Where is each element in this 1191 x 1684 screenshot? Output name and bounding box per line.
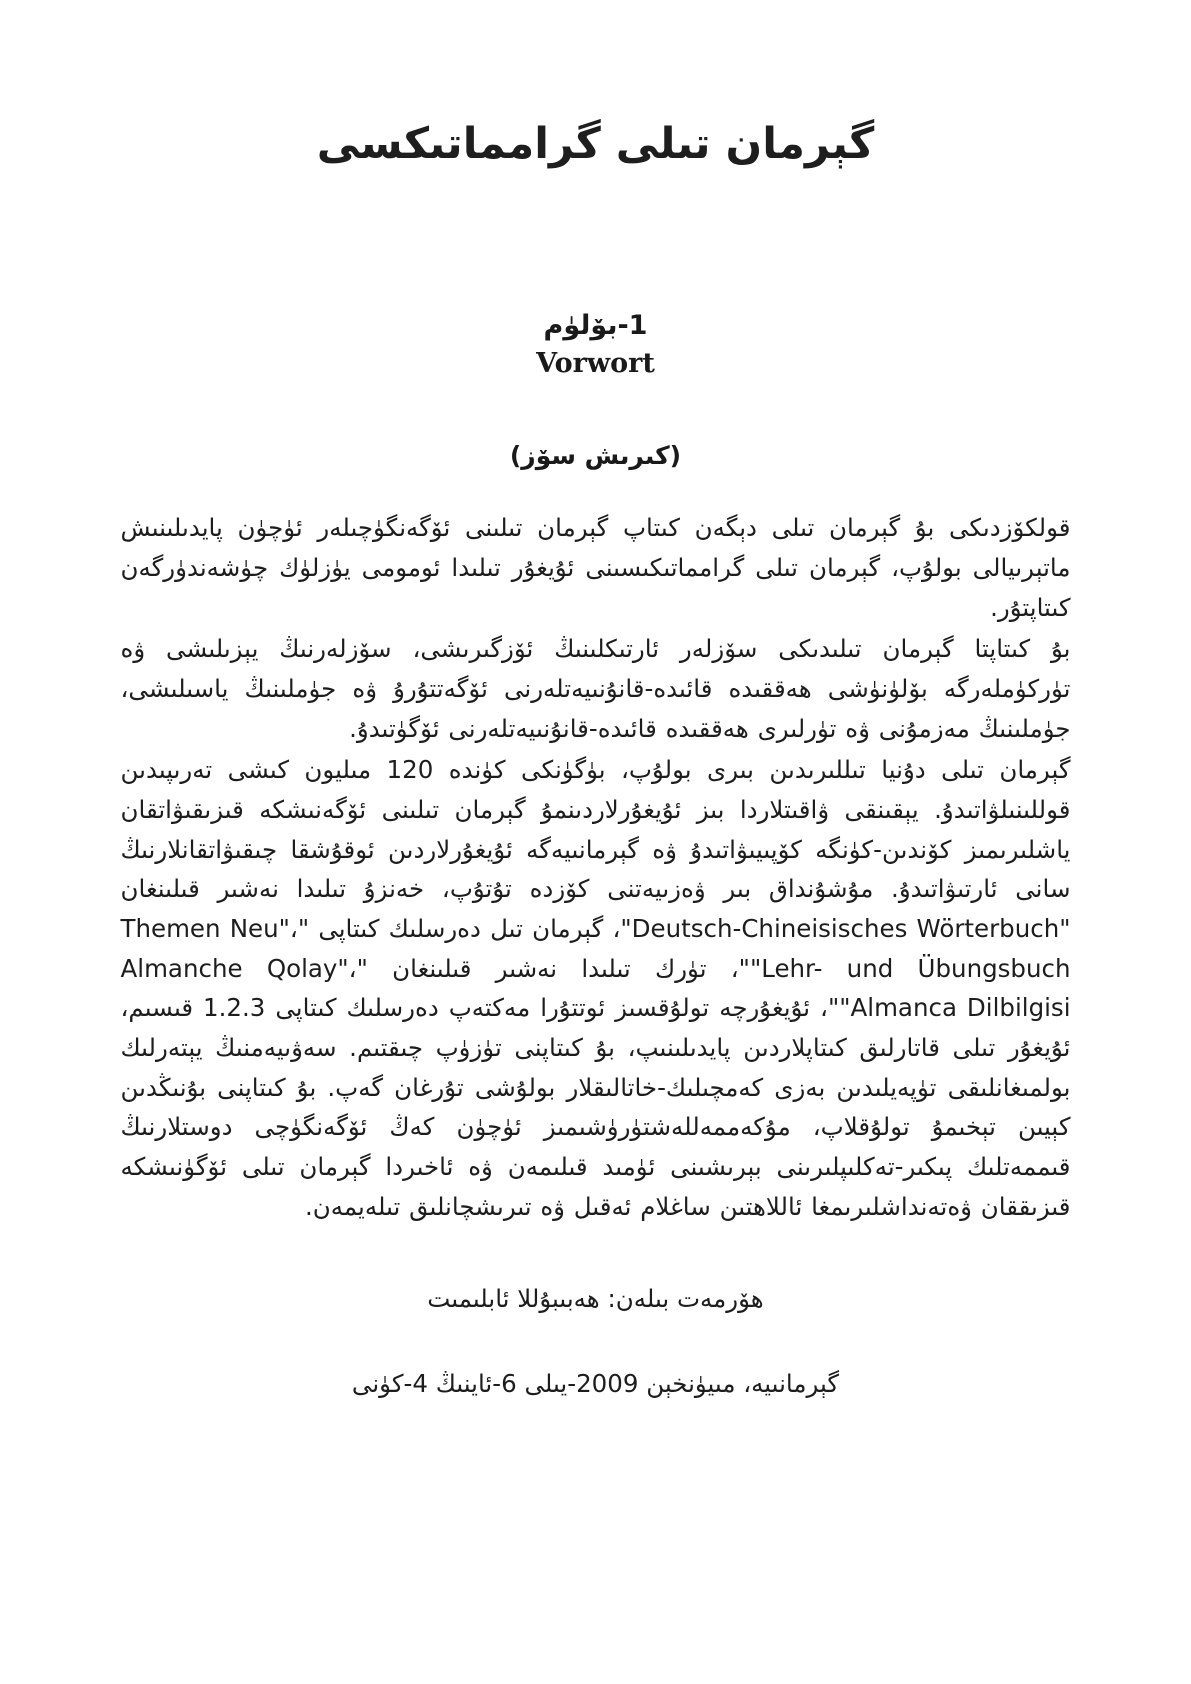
chapter-heading-block [0,310,1191,379]
body-text-container [121,508,1071,1226]
paragraph-intro: قولكۆزدىكى بۇ گېرمان تىلى دېگەن كىتاپ گېرمان تىلىنى ئۆگەنگۈچىلەر ئۈچۈن پايدىلىنىش ماتېرىيالى بولۇپ، گېرمان تىلى گرامماتىكىسىنى ئۇيغۇر تىلىدا ئومومى يۈزلۈك چۈشەندۈرگەن كىتاپتۇر. [120,513,1071,622]
place-and-date: گېرمانىيە، مىيۈنخېن 2009-يىلى 6-ئاينىڭ 4-كۈنى [351,1368,840,1398]
paragraph-sources: گېرمان تىلى دۇنيا تىللىرىدىن بىرى بولۇپ، بۈگۈنكى كۈندە 120 مىليون كىشى تەرىپىدىن قوللىنىلۋاتىدۇ. يېقىنقى ۋاقىتلاردا بىز ئۇيغۇرلاردىنمۇ گېرمان تىلىنى ئۆگەنىشكە قىزىقىۋاتقان ياشلىرىمىز كۆندىن-كۈنگە كۆپىيىۋاتىدۇ ۋە گېرمانىيەگە ئۇيغۇرلاردىن ئوقۇشقا چىقىۋاتقانلارنىڭ سانى ئارتىۋاتىدۇ. مۇشۇنداق بىر ۋەزىيەتنى كۆزدە تۇتۇپ، خەنزۇ تىلىدا نەشىر قىلىنغان "Deutsch-Chineisisches Wörterbuch"، گېرمان تىل دەرسلىك كىتاپى "Themen Neu"، "Lehr- und Übungsbuch"، تۈرك تىلىدا نەشىر قىلىنغان "Almanche Qolay"، "Almanca Dilbilgisi"، ئۇيغۇرچە تولۇقسىز ئوتتۇرا مەكتەپ دەرسلىك كىتاپى 1.2.3 قىسىم، ئۇيغۇر تىلى قاتارلىق كىتاپلاردىن پايدىلىنىپ، بۇ كىتاپنى تۈزۈپ چىقتىم. سەۋىيەمنىڭ يېتەرلىك بولمىغانلىقى تۈپەيلىدىن بەزى كەمچىلىك-خاتالىقلار بولۇشى تۇرغان گەپ. بۇ كىتاپنى بۇنىڭدىن كېيىن تېخىمۇ تولۇقلاپ، مۇكەممەللەشتۈرۈشىمىز ئۈچۈن كەڭ ئۆگەنگۈچى دوستلارنىڭ قىممەتلىك پىكىر-تەكلىپلىرىنى بېرىشىنى ئۈمىد قىلىمەن ۋە ئاخىردا گېرمان تىلى ئۆگۈنىشكە قىزىققان ۋەتەنداشلىرىمغا ئاللاھتىن ساغلام ئەقىل ۋە تىرىشچانلىق تىلەيمەن. [120,755,1071,1221]
chapter-number-label: 1-بۆلۈم [543,309,648,341]
section-subtitle: (كىرىش سۆز) [509,441,682,471]
author-signature: ھۆرمەت بىلەن: ھەبىبۇللا ئابلىمىت [427,1283,764,1313]
page-title: گېرمان تىلى گرامماتىكسى [316,119,875,169]
paragraph-contents: بۇ كىتاپتا گېرمان تىلىدىكى سۆزلەر ئارتىكلىنىڭ ئۆزگىرىشى، سۆزلەرنىڭ يېزىلىشى ۋە تۈركۈملەرگە بۆلۈنۈشى ھەققىدە قائىدە-قانۇنىيەتلەرنى ئۆگەتتۇرۇ ۋە جۈملىنىڭ ياسىلىشى، جۈملىنىڭ مەزمۇنى ۋە تۈرلىرى ھەققىدە قائىدە-قانۇنىيەتلەرنى ئۆگۈتىدۇ. [120,634,1071,743]
signature-block [121,1279,1071,1403]
chapter-latin-heading: Vorwort [536,348,655,380]
